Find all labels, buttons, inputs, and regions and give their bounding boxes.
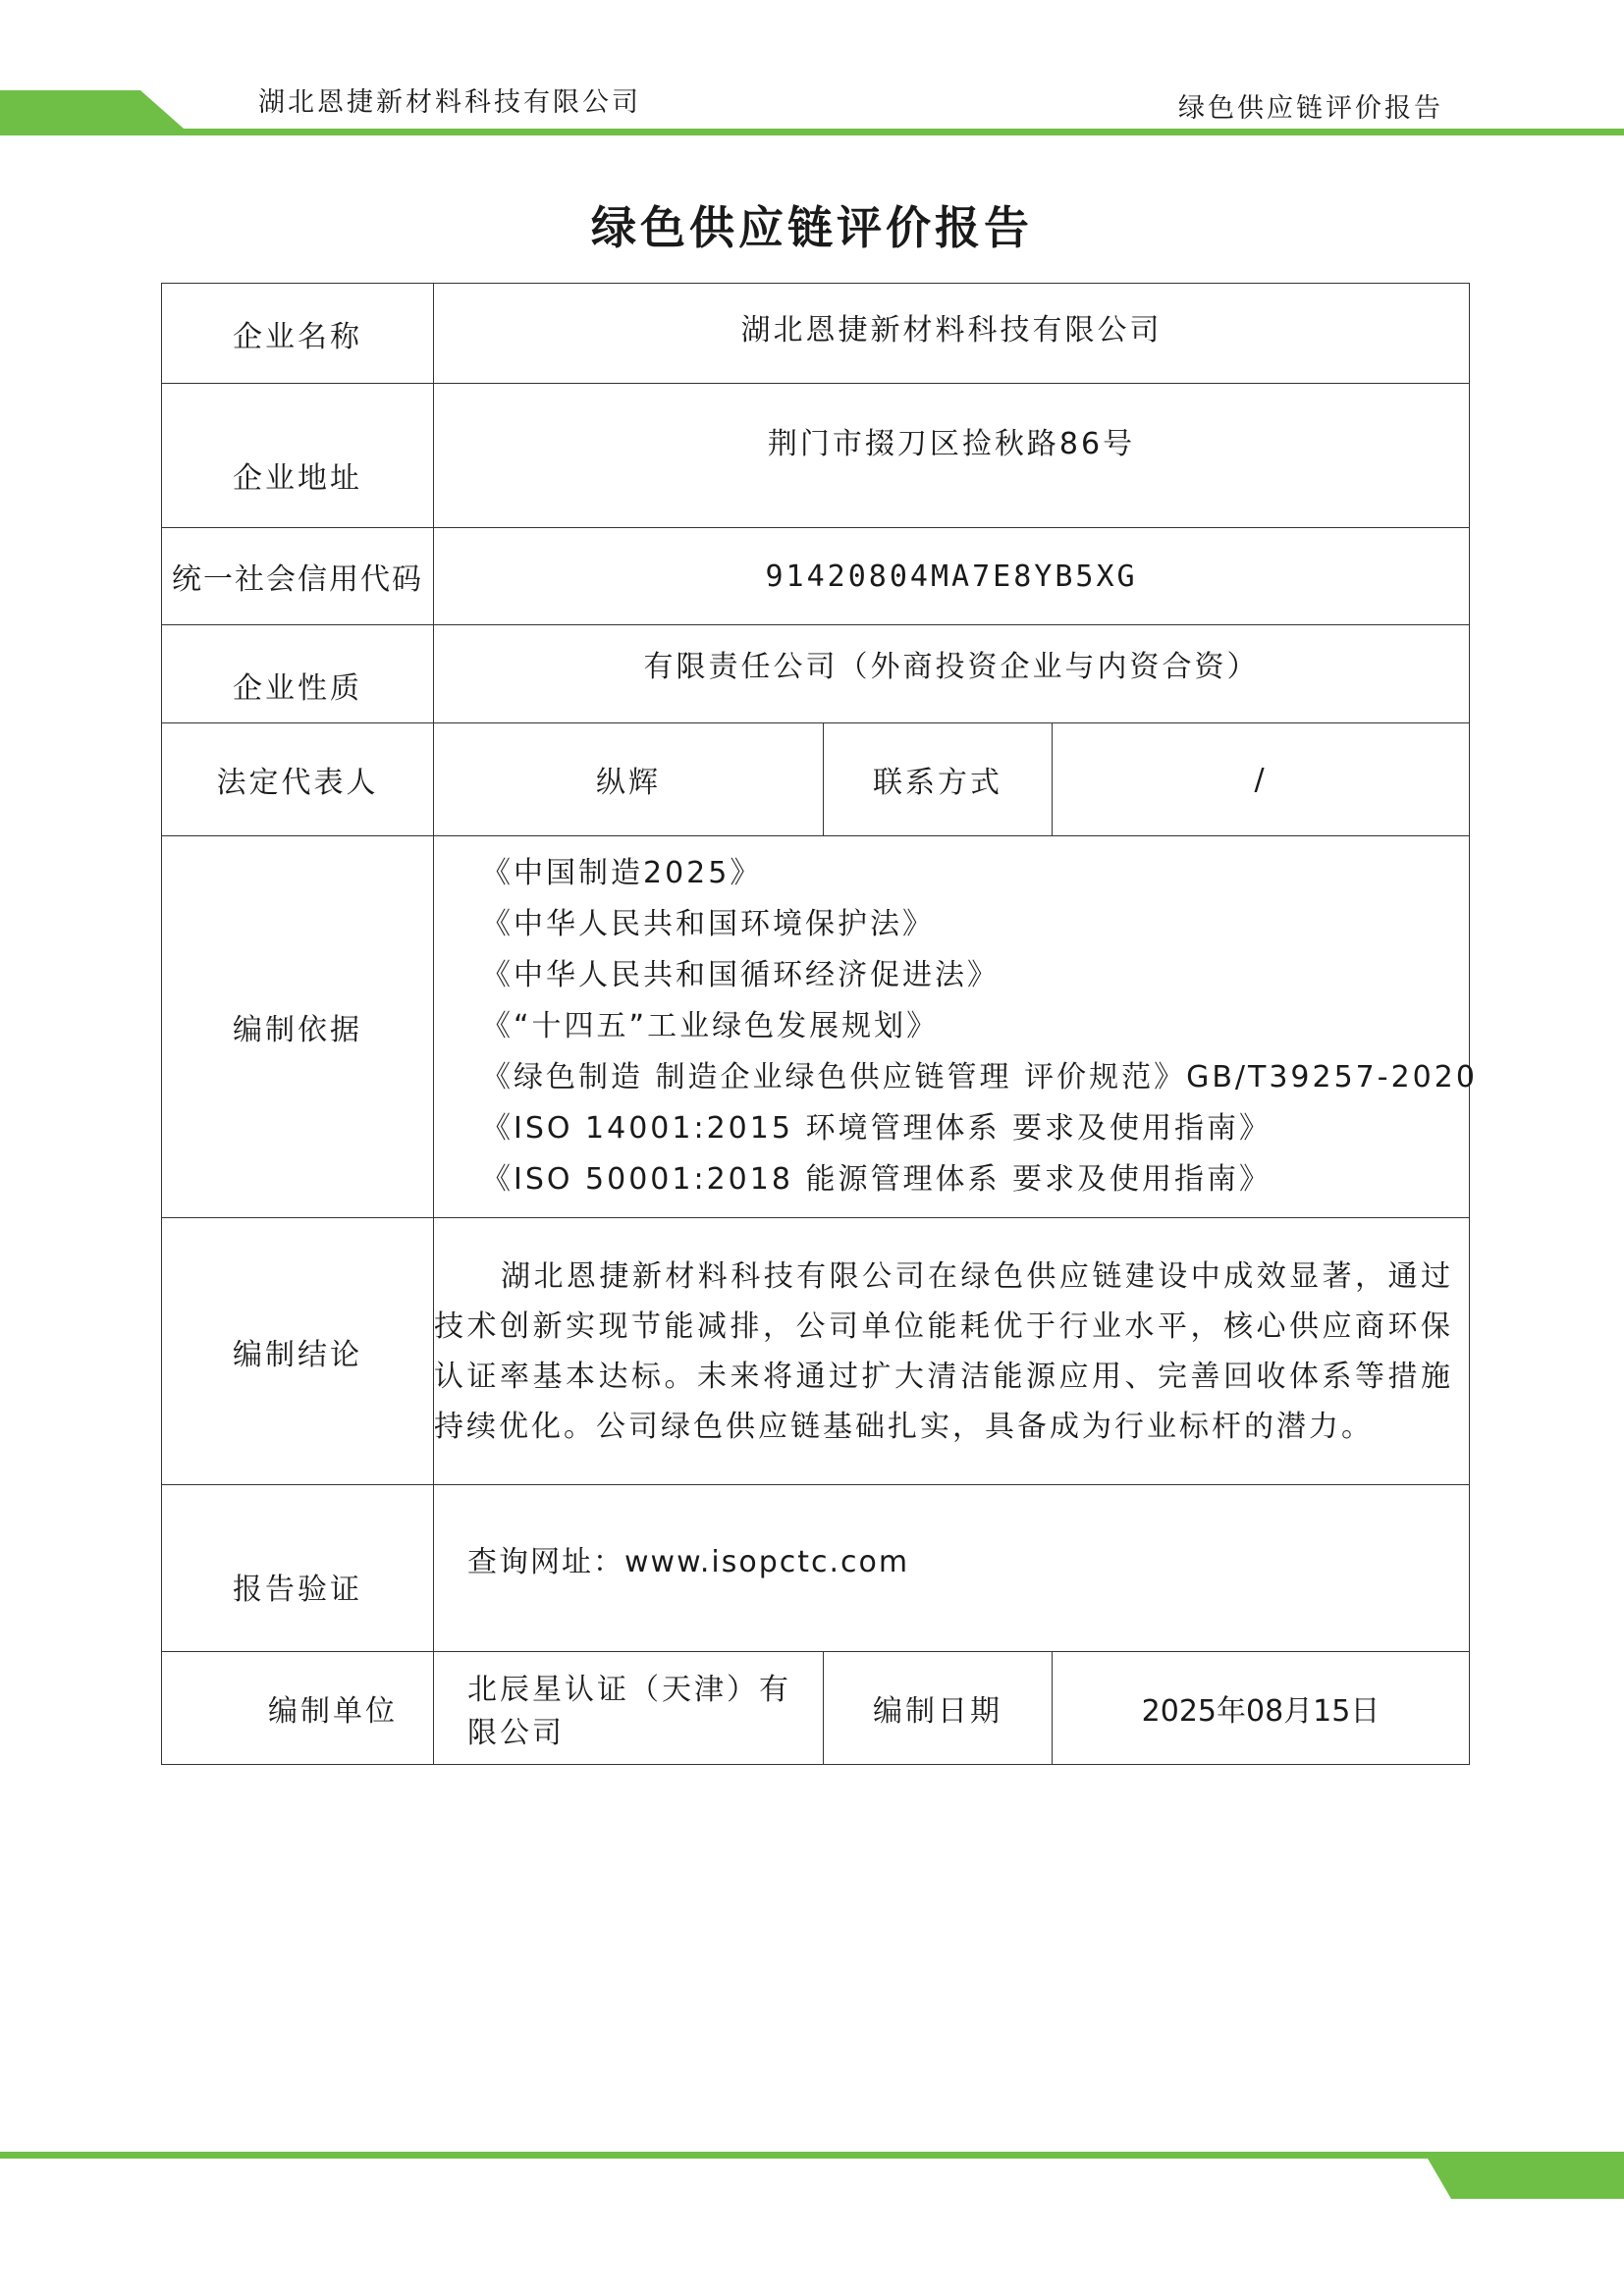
basis-item: 《中华人民共和国循环经济促进法》 xyxy=(481,958,1000,992)
basis-item: 《绿色制造 制造企业绿色供应链管理 评价规范》GB/T39257-2020 xyxy=(481,1060,1478,1095)
report-title: 绿色供应链评价报告 xyxy=(591,201,1033,254)
row-basis xyxy=(162,836,1470,1218)
row-credit-code xyxy=(162,528,1470,625)
basis-list xyxy=(434,836,1478,1218)
header-rule xyxy=(0,129,1624,135)
issuer-label: 编制单位 xyxy=(162,1652,434,1765)
contact-value: / xyxy=(1053,723,1470,836)
row-nature xyxy=(162,625,1470,723)
credit-code-value: 91420804MA7E8YB5XG xyxy=(434,528,1470,625)
footer-rule xyxy=(0,2152,1624,2159)
row-conclusion xyxy=(162,1218,1470,1485)
company-name-label: 企业名称 xyxy=(162,284,434,384)
legal-rep-value: 纵辉 xyxy=(434,723,824,836)
legal-rep-label: 法定代表人 xyxy=(162,723,434,836)
date-value: 2025年08月15日 xyxy=(1053,1652,1470,1765)
company-name-value: 湖北恩捷新材料科技有限公司 xyxy=(434,284,1470,384)
row-address xyxy=(162,384,1470,528)
basis-item: 《“十四五”工业绿色发展规划》 xyxy=(481,1009,940,1043)
conclusion-text: 湖北恩捷新材料科技有限公司在绿色供应链建设中成效显著，通过技术创新实现节能减排，公司单位能耗优于行业水平，核心供应商环保认证率基本达标。未来将通过扩大清洁能源应用、完善回收体系等措施持续优化。公司绿色供应链基础扎实，具备成为行业标杆的潜力。 xyxy=(434,1218,1470,1485)
contact-label: 联系方式 xyxy=(824,723,1053,836)
basis-label: 编制依据 xyxy=(162,836,434,1218)
address-value: 荆门市掇刀区捡秋路86号 xyxy=(434,384,1470,528)
verify-value: 查询网址：www.isopctc.com xyxy=(434,1485,1470,1652)
address-label: 企业地址 xyxy=(162,384,434,528)
header-doc-name: 绿色供应链评价报告 xyxy=(1178,93,1443,124)
basis-item: 《ISO 50001:2018 能源管理体系 要求及使用指南》 xyxy=(481,1162,1272,1197)
nature-value: 有限责任公司（外商投资企业与内资合资） xyxy=(434,625,1470,723)
row-company-name xyxy=(162,284,1470,384)
row-legal-rep xyxy=(162,723,1470,836)
conclusion-label: 编制结论 xyxy=(162,1218,434,1485)
credit-code-label: 统一社会信用代码 xyxy=(162,528,434,625)
footer-accent-tab xyxy=(1424,2152,1624,2199)
basis-item: 《ISO 14001:2015 环境管理体系 要求及使用指南》 xyxy=(481,1111,1272,1146)
date-label: 编制日期 xyxy=(824,1652,1053,1765)
header-company: 湖北恩捷新材料科技有限公司 xyxy=(258,87,641,118)
issuer-value: 北辰星认证（天津）有限公司 xyxy=(434,1652,824,1765)
nature-label: 企业性质 xyxy=(162,625,434,723)
row-verify xyxy=(162,1485,1470,1652)
basis-item: 《中华人民共和国环境保护法》 xyxy=(481,907,935,941)
row-issuer xyxy=(162,1652,1470,1765)
report-info-table xyxy=(161,283,1478,1765)
verify-label: 报告验证 xyxy=(162,1485,434,1652)
basis-item: 《中国制造2025》 xyxy=(481,856,763,890)
